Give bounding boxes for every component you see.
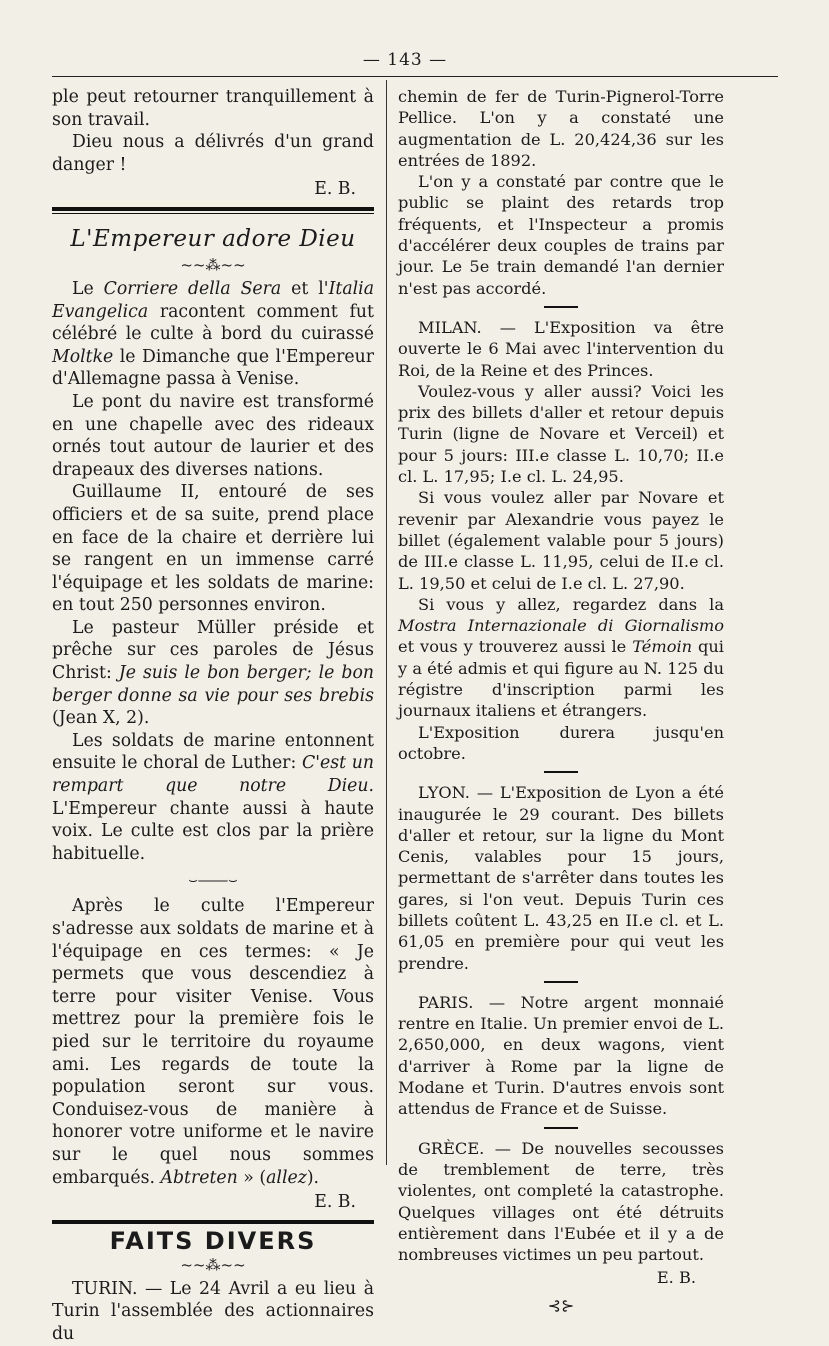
paragraph: Dieu nous a délivrés d'un grand danger ! xyxy=(52,132,374,175)
separator-rule xyxy=(544,981,578,983)
paragraph: Voulez-vous y aller aussi? Voici les prix des billets d'aller et retour depuis Turin (ligne de Novare et Verceil) et pour 5 jours: III.e classe L. 10,70; II.e cl. L. 17,95; I.e cl. L. 24,95. xyxy=(398,381,724,487)
paragraph: LYON. — L'Exposition de Lyon a été inaugurée le 29 courant. Des billets d'aller et retour, sur la ligne du Mont Cenis, valables pour 15 jours, permettant de s'arrêter dans toutes les gares, si l'on veut. Depuis Turin ces billets coûtent L. 43,25 en II.e cl. et L. 61,05 en première pour qui veut les prendre. xyxy=(398,783,724,973)
ornament: ⌣⸺⌣ xyxy=(188,871,238,890)
separator-rule xyxy=(544,771,578,773)
right-column xyxy=(398,86,724,1316)
article-title: L'Empereur adore Dieu xyxy=(70,225,356,252)
paragraph: TURIN. — Le 24 Avril a eu lieu à Turin l'assemblée des actionnaires du xyxy=(52,1278,374,1344)
paragraph: Le pont du navire est transformé en une chapelle avec des rideaux ornés tout autour de laurier et des drapeaux des diverses nations. xyxy=(52,391,374,480)
page-number: — 143 — xyxy=(362,50,448,70)
column-divider xyxy=(386,80,387,1165)
separator-rule xyxy=(544,306,578,308)
paragraph: Après le culte l'Empereur s'adresse aux soldats de marine et à l'équipage en ces termes: « Je permets que vous descendiez à terre pour visiter Venise. Vous mettrez pour la première fois le pied sur le territoire du royaume ami. Les regards de toute la population seront sur vous. Conduisez-vous de manière à honorer votre uniforme et le navire sur le quel nous sommes embarqués. Abtreten » (allez). xyxy=(52,896,374,1188)
paragraph: Le Corriere della Sera et l'Italia Evangelica racontent comment fut célébré le culte à bord du cuirassé Moltke le Dimanche que l'Empereur d'Allemagne passa à Venise. xyxy=(52,278,374,390)
paragraph: Les soldats de marine entonnent ensuite le choral de Luther: C'est un rempart que notre Dieu. L'Empereur chante aussi à haute voix. Le culte est clos par la prière habituelle. xyxy=(52,730,374,864)
section-rule-thin xyxy=(52,213,374,214)
paragraph: L'Exposition durera jusqu'en octobre. xyxy=(398,722,724,763)
signature: E. B. xyxy=(314,179,356,200)
paragraph: L'on y a constaté par contre que le public se plaint des retards trop fréquents, et l'Inspecteur a promis d'accélérer deux couples de trains par jour. Le 5e train demandé l'an dernier n'est pas accordé. xyxy=(398,172,724,298)
paragraph: ple peut retourner tranquillement à son travail. xyxy=(52,87,374,130)
flourish-ornament: ~~⁂~~ xyxy=(180,255,246,274)
paragraph: chemin de fer de Turin-Pignerol-Torre Pellice. L'on y a constaté une augmentation de L. 20,424,36 sur les entrées de 1892. xyxy=(398,87,724,170)
end-ornament: ⊰⊱ xyxy=(547,1295,575,1315)
section-rule xyxy=(52,207,374,211)
signature: E. B. xyxy=(656,1268,696,1288)
separator-rule xyxy=(544,1127,578,1129)
paragraph: PARIS. — Notre argent monnaié rentre en Italie. Un premier envoi de L. 2,650,000, en deux wagons, vient d'arriver à Rome par la ligne de Modane et Turin. D'autres envois sont attendus de France et de Suisse. xyxy=(398,992,724,1119)
paragraph: GRÈCE. — De nouvelles secousses de tremblement de terre, très violentes, ont completé la catastrophe. Quelques villages ont été détruits entièrement dans l'Eubée et il y a de nombreuses victimes un peu partout. xyxy=(398,1138,724,1265)
signature: E. B. xyxy=(314,1192,356,1213)
paragraph: Le pasteur Müller préside et prêche sur ces paroles de Jésus Christ: Je suis le bon berger; le bon berger donne sa vie pour ses brebis (Jean X, 2). xyxy=(52,617,374,729)
section-title: FAITS DIVERS xyxy=(109,1226,317,1255)
paragraph: Si vous voulez aller par Novare et revenir par Alexandrie vous payez le billet (également valable pour 5 jours) de III.e classe L. 11,95, celui de II.e cl. L. 19,50 et celui de I.e cl. L. 27,90. xyxy=(398,488,724,593)
flourish-ornament: ~~⁂~~ xyxy=(180,1255,246,1274)
paragraph: Si vous y allez, regardez dans la Mostra Internazionale di Giornalismo et vous y trouverez aussi le Témoin qui y a été admis et qui figure au N. 125 du régistre d'inscription parmi les journaux italiens et étrangers. xyxy=(398,594,724,721)
paragraph: Guillaume II, entouré de ses officiers et de sa suite, prend place en face de la chaire et derrière lui se rangent en un immense carré l'équipage et les soldats de marine: en tout 250 personnes environ. xyxy=(52,482,374,616)
paragraph: MILAN. — L'Exposition va être ouverte le 6 Mai avec l'intervention du Roi, de la Reine et des Princes. xyxy=(398,317,724,380)
section-rule xyxy=(52,1220,374,1224)
top-rule xyxy=(52,76,778,77)
left-column xyxy=(52,86,374,1346)
